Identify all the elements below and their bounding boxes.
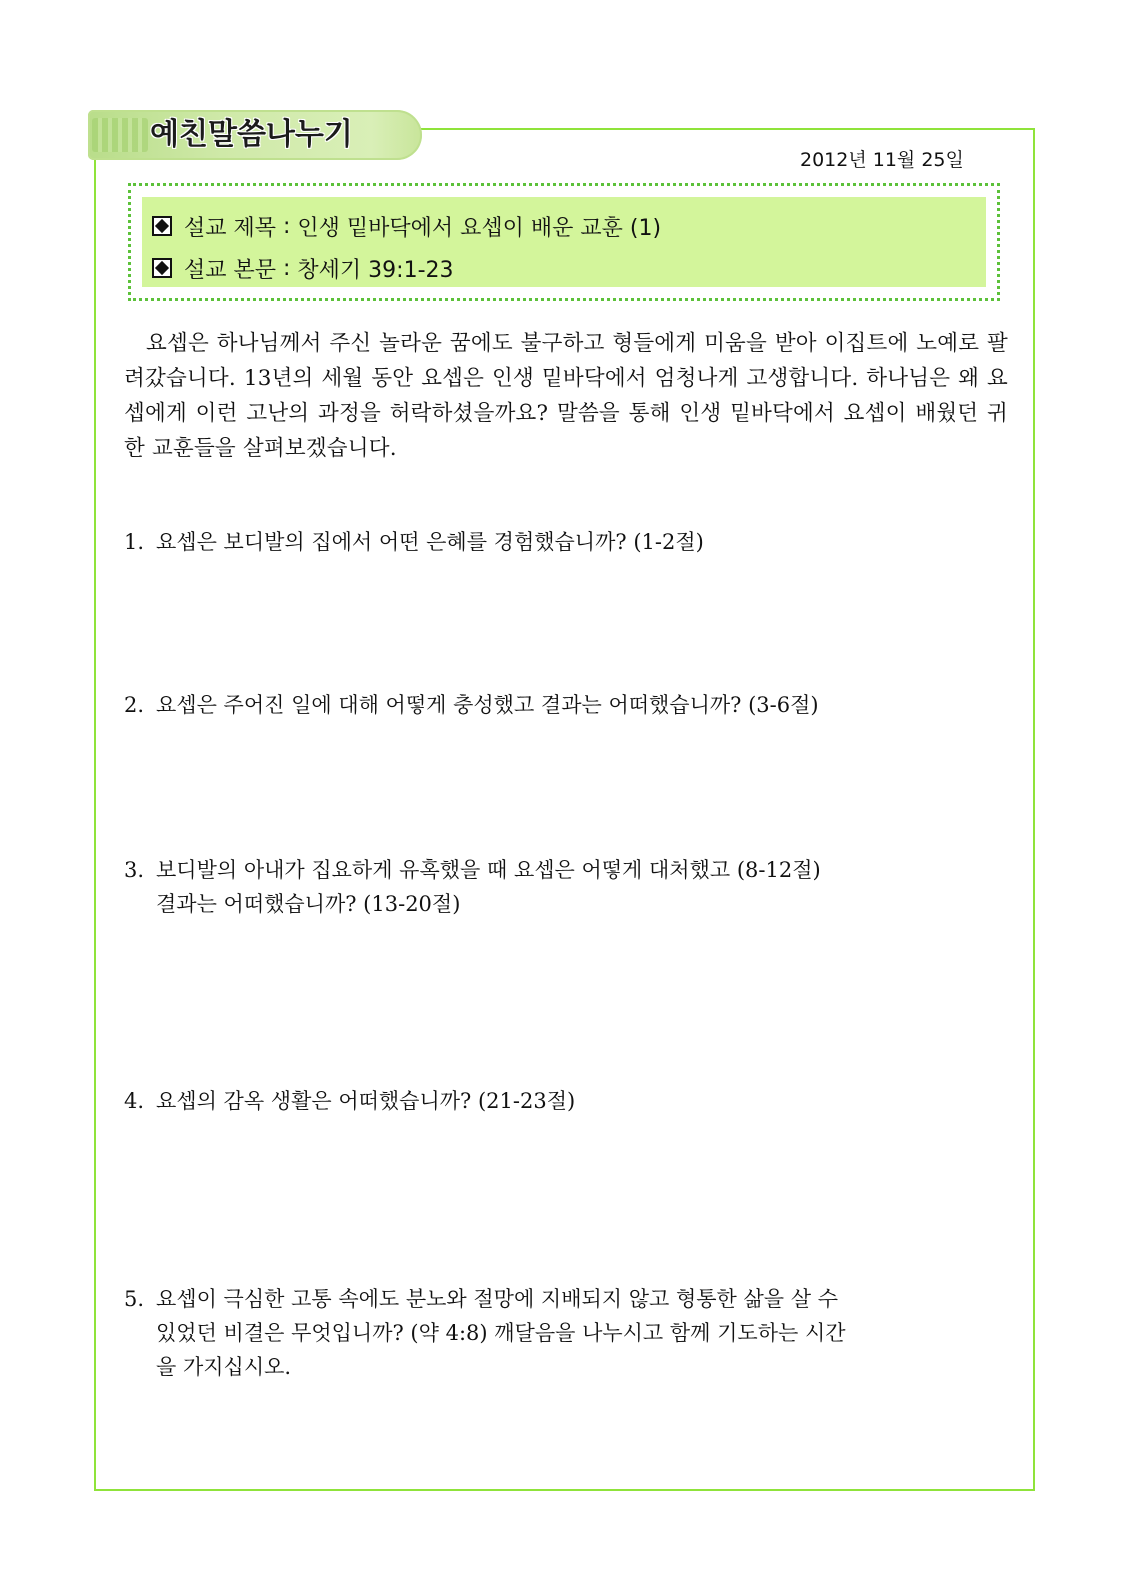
question-item [124,1084,1008,1118]
question-text: 요셉은 보디발의 집에서 어떤 은혜를 경험했습니까? (1-2절) [156,530,704,554]
question-item [124,853,1008,921]
sermon-title-row [152,205,986,247]
question-text: 요셉의 감옥 생활은 어떠했습니까? (21-23절) [156,1089,576,1113]
question-number: 3. [124,858,145,882]
intro-paragraph: 요셉은 하나님께서 주신 놀라운 꿈에도 불구하고 형들에게 미움을 받아 이집트에 노예로 팔려갔습니다. 13년의 세월 동안 요셉은 인생 밑바닥에서 엄청나게 고생합니다. 하나님은 왜 요셉에게 이런 고난의 과정을 허락하셨을까요? 말씀을 통해 인생 밑바닥에서 요셉이 배웠던 귀한 교훈들을 살펴보겠습니다. [124,331,1008,461]
sermon-info-box [128,183,1000,301]
question-text-continued: 결과는 어떠했습니까? (13-20절) [156,892,461,916]
sermon-text-label: 설교 본문 [184,257,277,283]
sermon-title-label: 설교 제목 [184,215,277,241]
diamond-bullet-icon [152,258,172,278]
diamond-bullet-icon [152,216,172,236]
sermon-info-panel [142,197,986,287]
sermon-title-value: 인생 밑바닥에서 요셉이 배운 교훈 (1) [297,215,662,241]
question-text: 요셉은 주어진 일에 대해 어떻게 충성했고 결과는 어떠했습니까? (3-6절) [156,693,819,717]
banner-decoration [92,118,148,152]
date-label: 2012년 11월 25일 [800,149,964,171]
question-text: 보디발의 아내가 집요하게 유혹했을 때 요셉은 어떻게 대처했고 (8-12절) [156,858,821,882]
question-text-continued: 을 가지십시오. [156,1355,292,1379]
question-number: 4. [124,1089,145,1113]
question-item [124,1282,1008,1384]
question-text: 요셉이 극심한 고통 속에도 분노와 절망에 지배되지 않고 형통한 삶을 살 수 [156,1287,839,1311]
sermon-text-row [152,247,986,289]
question-item [124,525,1008,559]
page-title: 예친말씀나누기 [150,117,353,152]
question-number: 5. [124,1287,145,1311]
question-text-continued: 있었던 비결은 무엇입니까? (약 4:8) 깨달음을 나누시고 함께 기도하는 시간 [156,1321,846,1345]
sermon-text-value: 창세기 39:1-23 [297,257,454,283]
question-number: 1. [124,530,145,554]
label-separator: : [276,255,298,281]
label-separator: : [276,213,298,239]
question-item [124,688,1008,722]
question-number: 2. [124,693,145,717]
